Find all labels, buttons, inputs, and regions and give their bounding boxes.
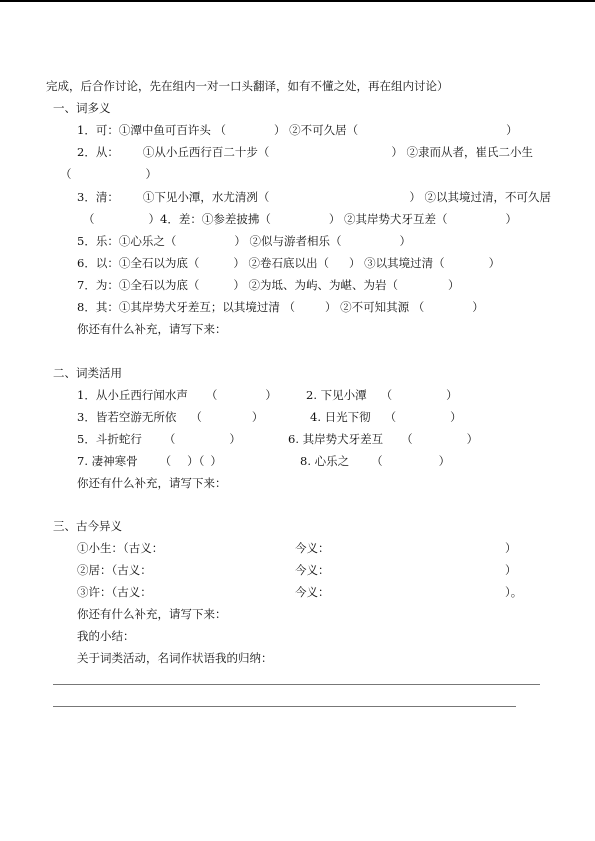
s3-extra-prompt: 你还有什么补充，请写下来： [77, 607, 227, 621]
s1-item5-c: ） [399, 234, 411, 248]
s2-row3-right [288, 431, 478, 447]
s1-item8-a: 8．其：①其岸势犬牙差互；以其境过清 （ [77, 300, 295, 314]
answer-line-2[interactable] [53, 706, 516, 707]
paren-close: ） [251, 410, 264, 424]
paren-open: （ [159, 454, 172, 468]
s1-item6-d: ） [488, 256, 501, 270]
s1-item2-a: 2．从： [77, 145, 119, 159]
paren-close: ） [229, 432, 241, 446]
paren-open: （ [163, 432, 176, 446]
s1-item6-a: 6．以：①全石以为底（ [77, 256, 200, 270]
s2-item1: 1．从小丘西行闻水声 [77, 388, 188, 402]
s2-row4-left [77, 453, 222, 469]
s1-item8-c: ） [472, 300, 484, 314]
paren-open: （ [380, 388, 393, 402]
s1-extra-prompt: 你还有什么补充，请写下来： [77, 322, 227, 336]
s1-item1-a: 1．可：①潭中鱼可百许头 （ [77, 123, 226, 137]
s2-item4: 4. 日光下彻 [310, 410, 371, 424]
s1-item3-b: ①下见小潭，水尤清冽（ [142, 190, 270, 204]
s1-item2-c: ） ②隶而从者，崔氏二小生 [391, 145, 533, 159]
paren-close: ） [450, 410, 462, 424]
s1-item1-c: ） [506, 123, 518, 137]
paren-close: ） [438, 454, 451, 468]
section3-title: 三、古今异义 [53, 519, 122, 533]
paren-close: ） [446, 388, 458, 402]
paren-open: （ [371, 454, 383, 468]
s1-item5-b: ） ②似与游者相乐（ [234, 234, 342, 248]
intro-text: 完成，后合作讨论，先在组内一对一口头翻译，如有不懂之处，再在组内讨论） [46, 79, 449, 93]
s2-row4-right [300, 453, 450, 469]
s1-item3-e: ）4．差：①参差披拂（ [148, 212, 271, 226]
conclusion-label: 关于词类活动，名词作状语我的归纳： [77, 651, 273, 665]
paren-open: （ [401, 432, 413, 446]
s1-item3-c: ） ②以其境过清，不可久居 [409, 190, 551, 204]
s1-item5 [77, 233, 411, 249]
s2-row2-right [310, 409, 462, 425]
paren-open: （ [384, 410, 397, 424]
s2-item6: 6. 其岸势犬牙差互 [288, 432, 384, 446]
section2-title: 二、词类活用 [53, 366, 122, 380]
paren-open: （ [205, 388, 218, 402]
s2-row3-left [77, 431, 241, 447]
s2-item2: 2. 下见小潭 [306, 388, 367, 402]
page-top-rule [0, 0, 595, 2]
s1-item8 [77, 299, 484, 315]
s2-extra-prompt: 你还有什么补充，请写下来： [77, 476, 227, 490]
s2-row2-left [77, 409, 263, 425]
paren-open: （ [190, 410, 202, 424]
s1-item3-g: ） [505, 212, 517, 226]
s3-r1-gu: ①小生：（古义： [77, 541, 164, 555]
s3-r3-close: ）。 [505, 585, 523, 599]
s3-r1-jin: 今义： [295, 541, 330, 555]
s2-item8: 8. 心乐之 [300, 454, 350, 468]
paren-close: ） [466, 432, 479, 446]
s1-item6-c: ） ③以其境过清（ [348, 256, 445, 270]
s1-item5-a: 5．乐：①心乐之（ [77, 234, 177, 248]
s2-row1-right [306, 387, 458, 403]
s2-row1-left [77, 387, 277, 403]
s3-r2-gu: ②居：（古义： [77, 563, 152, 577]
s1-item8-b: ） ②不可知其源 （ [324, 300, 425, 314]
s1-item2-b: ①从小丘西行百二十步（ [142, 145, 270, 159]
s2-item7: 7. 凄神寒骨 [77, 454, 138, 468]
s1-item3-a: 3．清： [77, 190, 119, 204]
s1-item7-b: ） ②为坻、为屿、为嵁、为岩（ [233, 278, 398, 292]
s3-r2-jin: 今义： [295, 563, 330, 577]
s1-item6 [77, 255, 500, 271]
paren-close: ） [265, 388, 277, 402]
s1-item6-b: ） ②卷石底以出（ [233, 256, 329, 270]
answer-line-1[interactable] [53, 684, 540, 685]
s1-item2-d: （ [60, 167, 72, 181]
s3-r3-jin: 今义： [295, 585, 330, 599]
s1-item2 [77, 144, 533, 160]
s1-item7 [77, 277, 459, 293]
summary-label: 我的小结： [77, 629, 135, 643]
s2-item5: 5．斗折蛇行 [77, 432, 142, 446]
s1-item3-f: ） ②其岸势犬牙互差（ [328, 212, 448, 226]
s3-r3-gu: ③许：（古义： [77, 585, 152, 599]
s1-item3-4 [83, 211, 517, 227]
s3-r1-close: ） [505, 541, 517, 555]
paren-close: ） [210, 454, 222, 468]
s1-item1-b: ） ②不可久居（ [273, 123, 359, 137]
s1-item2-e: ） [145, 167, 157, 181]
s1-item2-cont [60, 166, 157, 182]
s2-item3: 3．皆若空游无所依 [77, 410, 177, 424]
s1-item3 [77, 189, 551, 205]
paren-close-open: ）（ [187, 454, 205, 468]
section1-title: 一、词多义 [53, 101, 111, 115]
s1-item1 [77, 122, 518, 138]
s3-r2-close: ） [505, 563, 517, 577]
s1-item7-a: 7．为：①全石以为底（ [77, 278, 200, 292]
s1-item7-c: ） [447, 278, 460, 292]
s1-item3-d: （ [83, 212, 95, 226]
